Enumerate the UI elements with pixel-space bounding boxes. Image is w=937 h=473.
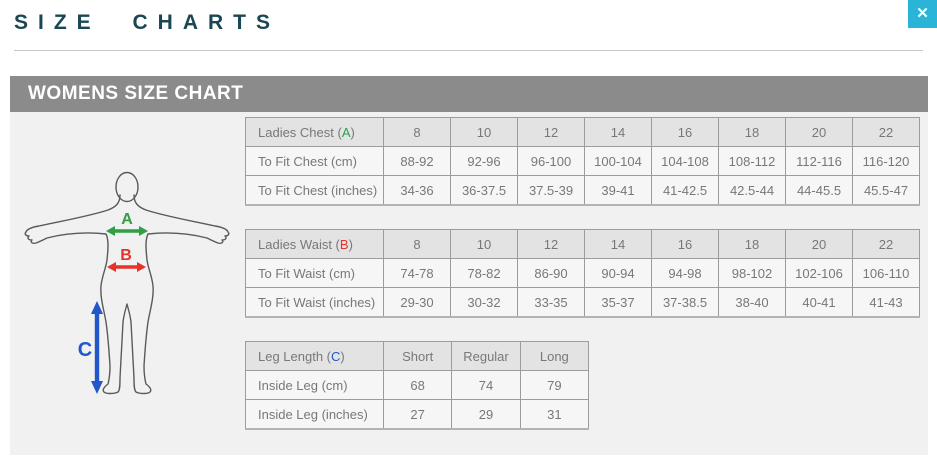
column-header: 16 <box>652 230 719 259</box>
value-cell: 68 <box>384 371 452 400</box>
column-header: 8 <box>384 230 451 259</box>
value-cell: 92-96 <box>451 147 518 176</box>
value-cell: 39-41 <box>585 176 652 206</box>
value-cell: 41-43 <box>853 288 920 318</box>
value-cell: 108-112 <box>719 147 786 176</box>
table-header-label: Leg Length (C) <box>246 342 384 371</box>
value-cell: 100-104 <box>585 147 652 176</box>
row-label: To Fit Chest (inches) <box>246 176 384 206</box>
table-header-label: Ladies Chest (A) <box>246 118 384 147</box>
table-row <box>246 371 589 400</box>
column-header: 12 <box>518 118 585 147</box>
value-cell: 29 <box>452 400 520 430</box>
row-label: To Fit Chest (cm) <box>246 147 384 176</box>
column-header: 10 <box>451 118 518 147</box>
column-header: 8 <box>384 118 451 147</box>
close-button[interactable] <box>908 0 937 28</box>
panel-content <box>10 112 928 455</box>
row-label: To Fit Waist (inches) <box>246 288 384 318</box>
value-cell: 36-37.5 <box>451 176 518 206</box>
value-cell: 74 <box>452 371 520 400</box>
column-header: 12 <box>518 230 585 259</box>
chest-measure-arrow <box>106 211 148 236</box>
value-cell: 44-45.5 <box>786 176 853 206</box>
leg-measure-arrow <box>78 301 103 394</box>
value-cell: 78-82 <box>451 259 518 288</box>
column-header: 18 <box>719 230 786 259</box>
value-cell: 88-92 <box>384 147 451 176</box>
value-cell: 112-116 <box>786 147 853 176</box>
column-header: 20 <box>786 230 853 259</box>
value-cell: 96-100 <box>518 147 585 176</box>
waist-header-row <box>246 230 920 259</box>
value-cell: 90-94 <box>585 259 652 288</box>
womens-size-chart-panel <box>10 76 928 455</box>
column-header: 16 <box>652 118 719 147</box>
value-cell: 27 <box>384 400 452 430</box>
value-cell: 38-40 <box>719 288 786 318</box>
panel-title: WOMENS SIZE CHART <box>28 83 244 104</box>
column-header: 18 <box>719 118 786 147</box>
column-header: 10 <box>451 230 518 259</box>
close-icon: ✕ <box>916 5 929 22</box>
value-cell: 42.5-44 <box>719 176 786 206</box>
value-cell: 30-32 <box>451 288 518 318</box>
table-row <box>246 288 920 318</box>
row-label: Inside Leg (cm) <box>246 371 384 400</box>
value-cell: 33-35 <box>518 288 585 318</box>
page-title: SIZE CHARTS <box>14 11 281 34</box>
title-divider <box>14 50 923 51</box>
waist-measure-arrow <box>107 247 146 272</box>
column-header: Short <box>384 342 452 371</box>
panel-header-bar <box>10 76 928 112</box>
value-cell: 74-78 <box>384 259 451 288</box>
row-label: Inside Leg (inches) <box>246 400 384 430</box>
measure-letter: A <box>341 124 351 140</box>
chest-header-row <box>246 118 920 147</box>
waist-measure-label: B <box>120 247 132 264</box>
column-header: 14 <box>585 118 652 147</box>
value-cell: 40-41 <box>786 288 853 318</box>
value-cell: 45.5-47 <box>853 176 920 206</box>
value-cell: 79 <box>520 371 588 400</box>
table-header-label: Ladies Waist (B) <box>246 230 384 259</box>
table-row <box>246 147 920 176</box>
leg-measure-label: C <box>77 339 93 361</box>
value-cell: 106-110 <box>853 259 920 288</box>
chest-measure-label: A <box>121 211 133 228</box>
value-cell: 94-98 <box>652 259 719 288</box>
column-header: 20 <box>786 118 853 147</box>
column-header: 14 <box>585 230 652 259</box>
row-label: To Fit Waist (cm) <box>246 259 384 288</box>
value-cell: 35-37 <box>585 288 652 318</box>
column-header: 22 <box>853 230 920 259</box>
value-cell: 31 <box>520 400 588 430</box>
column-header: Regular <box>452 342 520 371</box>
column-header: Long <box>520 342 588 371</box>
value-cell: 34-36 <box>384 176 451 206</box>
measure-letter: B <box>339 236 349 252</box>
table-row <box>246 400 589 430</box>
value-cell: 41-42.5 <box>652 176 719 206</box>
value-cell: 116-120 <box>853 147 920 176</box>
body-measurement-figure <box>22 170 232 400</box>
value-cell: 104-108 <box>652 147 719 176</box>
measure-letter: C <box>331 348 341 364</box>
column-header: 22 <box>853 118 920 147</box>
table-row <box>246 259 920 288</box>
value-cell: 86-90 <box>518 259 585 288</box>
leg-length-header-row <box>246 342 589 371</box>
value-cell: 37.5-39 <box>518 176 585 206</box>
body-outline-figure <box>22 170 232 400</box>
value-cell: 102-106 <box>786 259 853 288</box>
value-cell: 98-102 <box>719 259 786 288</box>
leg-length-size-table <box>245 341 589 430</box>
ladies-waist-size-table <box>245 229 920 318</box>
value-cell: 29-30 <box>384 288 451 318</box>
ladies-chest-size-table <box>245 117 920 206</box>
value-cell: 37-38.5 <box>652 288 719 318</box>
table-row <box>246 176 920 206</box>
